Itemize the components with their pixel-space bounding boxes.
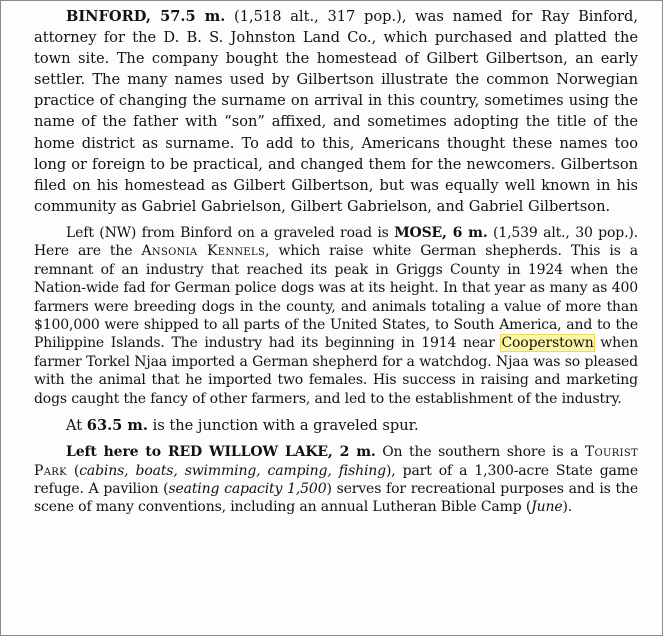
junction-text: is the junction with a graveled spur. <box>147 417 419 434</box>
red-willow-closing: ). <box>562 499 573 516</box>
tourist-park-name: Tourist Park <box>34 444 638 479</box>
mose-closing-text: when farmer Torkel Njaa imported a German shepherd for a watchdog. Njaa was so pleased with the animal that he imported two females. His success in raising and marketing dogs caught the fancy of other farmers, and led to the establishment of the industry. <box>34 335 638 407</box>
red-willow-refuge-text: ), part of a 1,300-acre State game refuge. A pavilion ( <box>34 462 638 497</box>
junction-lead-text: At <box>66 417 87 434</box>
tourist-park-amenities: cabins, boats, swimming, camping, fishing <box>79 462 386 479</box>
document-page <box>34 6 638 524</box>
entry-binford-heading: BINFORD, 57.5 m. <box>66 8 226 25</box>
entry-red-willow-heading: Left here to RED WILLOW LAKE, 2 m. <box>66 444 376 461</box>
ansonia-kennels-name: Ansonia Kennels <box>141 243 266 260</box>
red-willow-shore-text: On the southern shore is a <box>375 444 585 461</box>
mose-intro-text: Left (NW) from Binford on a graveled road is <box>66 224 395 241</box>
red-willow-paren-open: ( <box>66 462 80 479</box>
paragraph-binford <box>34 6 638 217</box>
junction-mileage: 63.5 m. <box>86 417 148 434</box>
paragraph-junction <box>34 415 638 436</box>
paragraph-mose <box>34 224 638 408</box>
entry-binford-text: (1,518 alt., 317 pop.), was named for Ray Binford, attorney for the D. B. S. Johnston Land Co., which purchased and platted the town site. The company bought the homestead of Gilbert Gilbertson, an early settler. The many names used by Gilbertson illustrate the common Norwegian practice of changing the surname on arrival in this country, sometimes using the name of the father with “son” affixed, and sometimes adopting the title of the home district as surname. To add to this, Americans thought these names too long or foreign to be practical, and changed them for the newcomers. Gilbertson filed on his homestead as Gilbert Gilbertson, but was equally well known in his community as Gabriel Gabrielson, Gilbert Gabrielson, and Gabriel Gilbertson. <box>34 8 638 215</box>
entry-mose-heading: MOSE, 6 m. <box>394 224 488 241</box>
cooperstown-highlight[interactable]: Cooperstown <box>501 335 594 352</box>
bible-camp-month: June <box>531 499 563 516</box>
pavilion-capacity: seating capacity 1,500 <box>168 480 327 497</box>
red-willow-conventions-text: ) serves for recreational purposes and is the scene of many conventions, including an annual Lutheran Bible Camp ( <box>34 480 638 516</box>
mose-history-text: , which raise white German shepherds. This is a remnant of an industry that reached its peak in Griggs County in 1924 when the Nation-wide fad for German police dogs was at its height. In that year as many as 400 farmers were breeding dogs in the county, and animals totaling a value of more than $100,000 were shipped to all parts of the United States, to South America, and to the Philippine Islands. The industry had its beginning in 1914 near <box>34 243 639 352</box>
paragraph-red-willow <box>34 443 638 517</box>
mose-alt-pop-text: (1,539 alt., 30 pop.). Here are the <box>34 224 638 260</box>
